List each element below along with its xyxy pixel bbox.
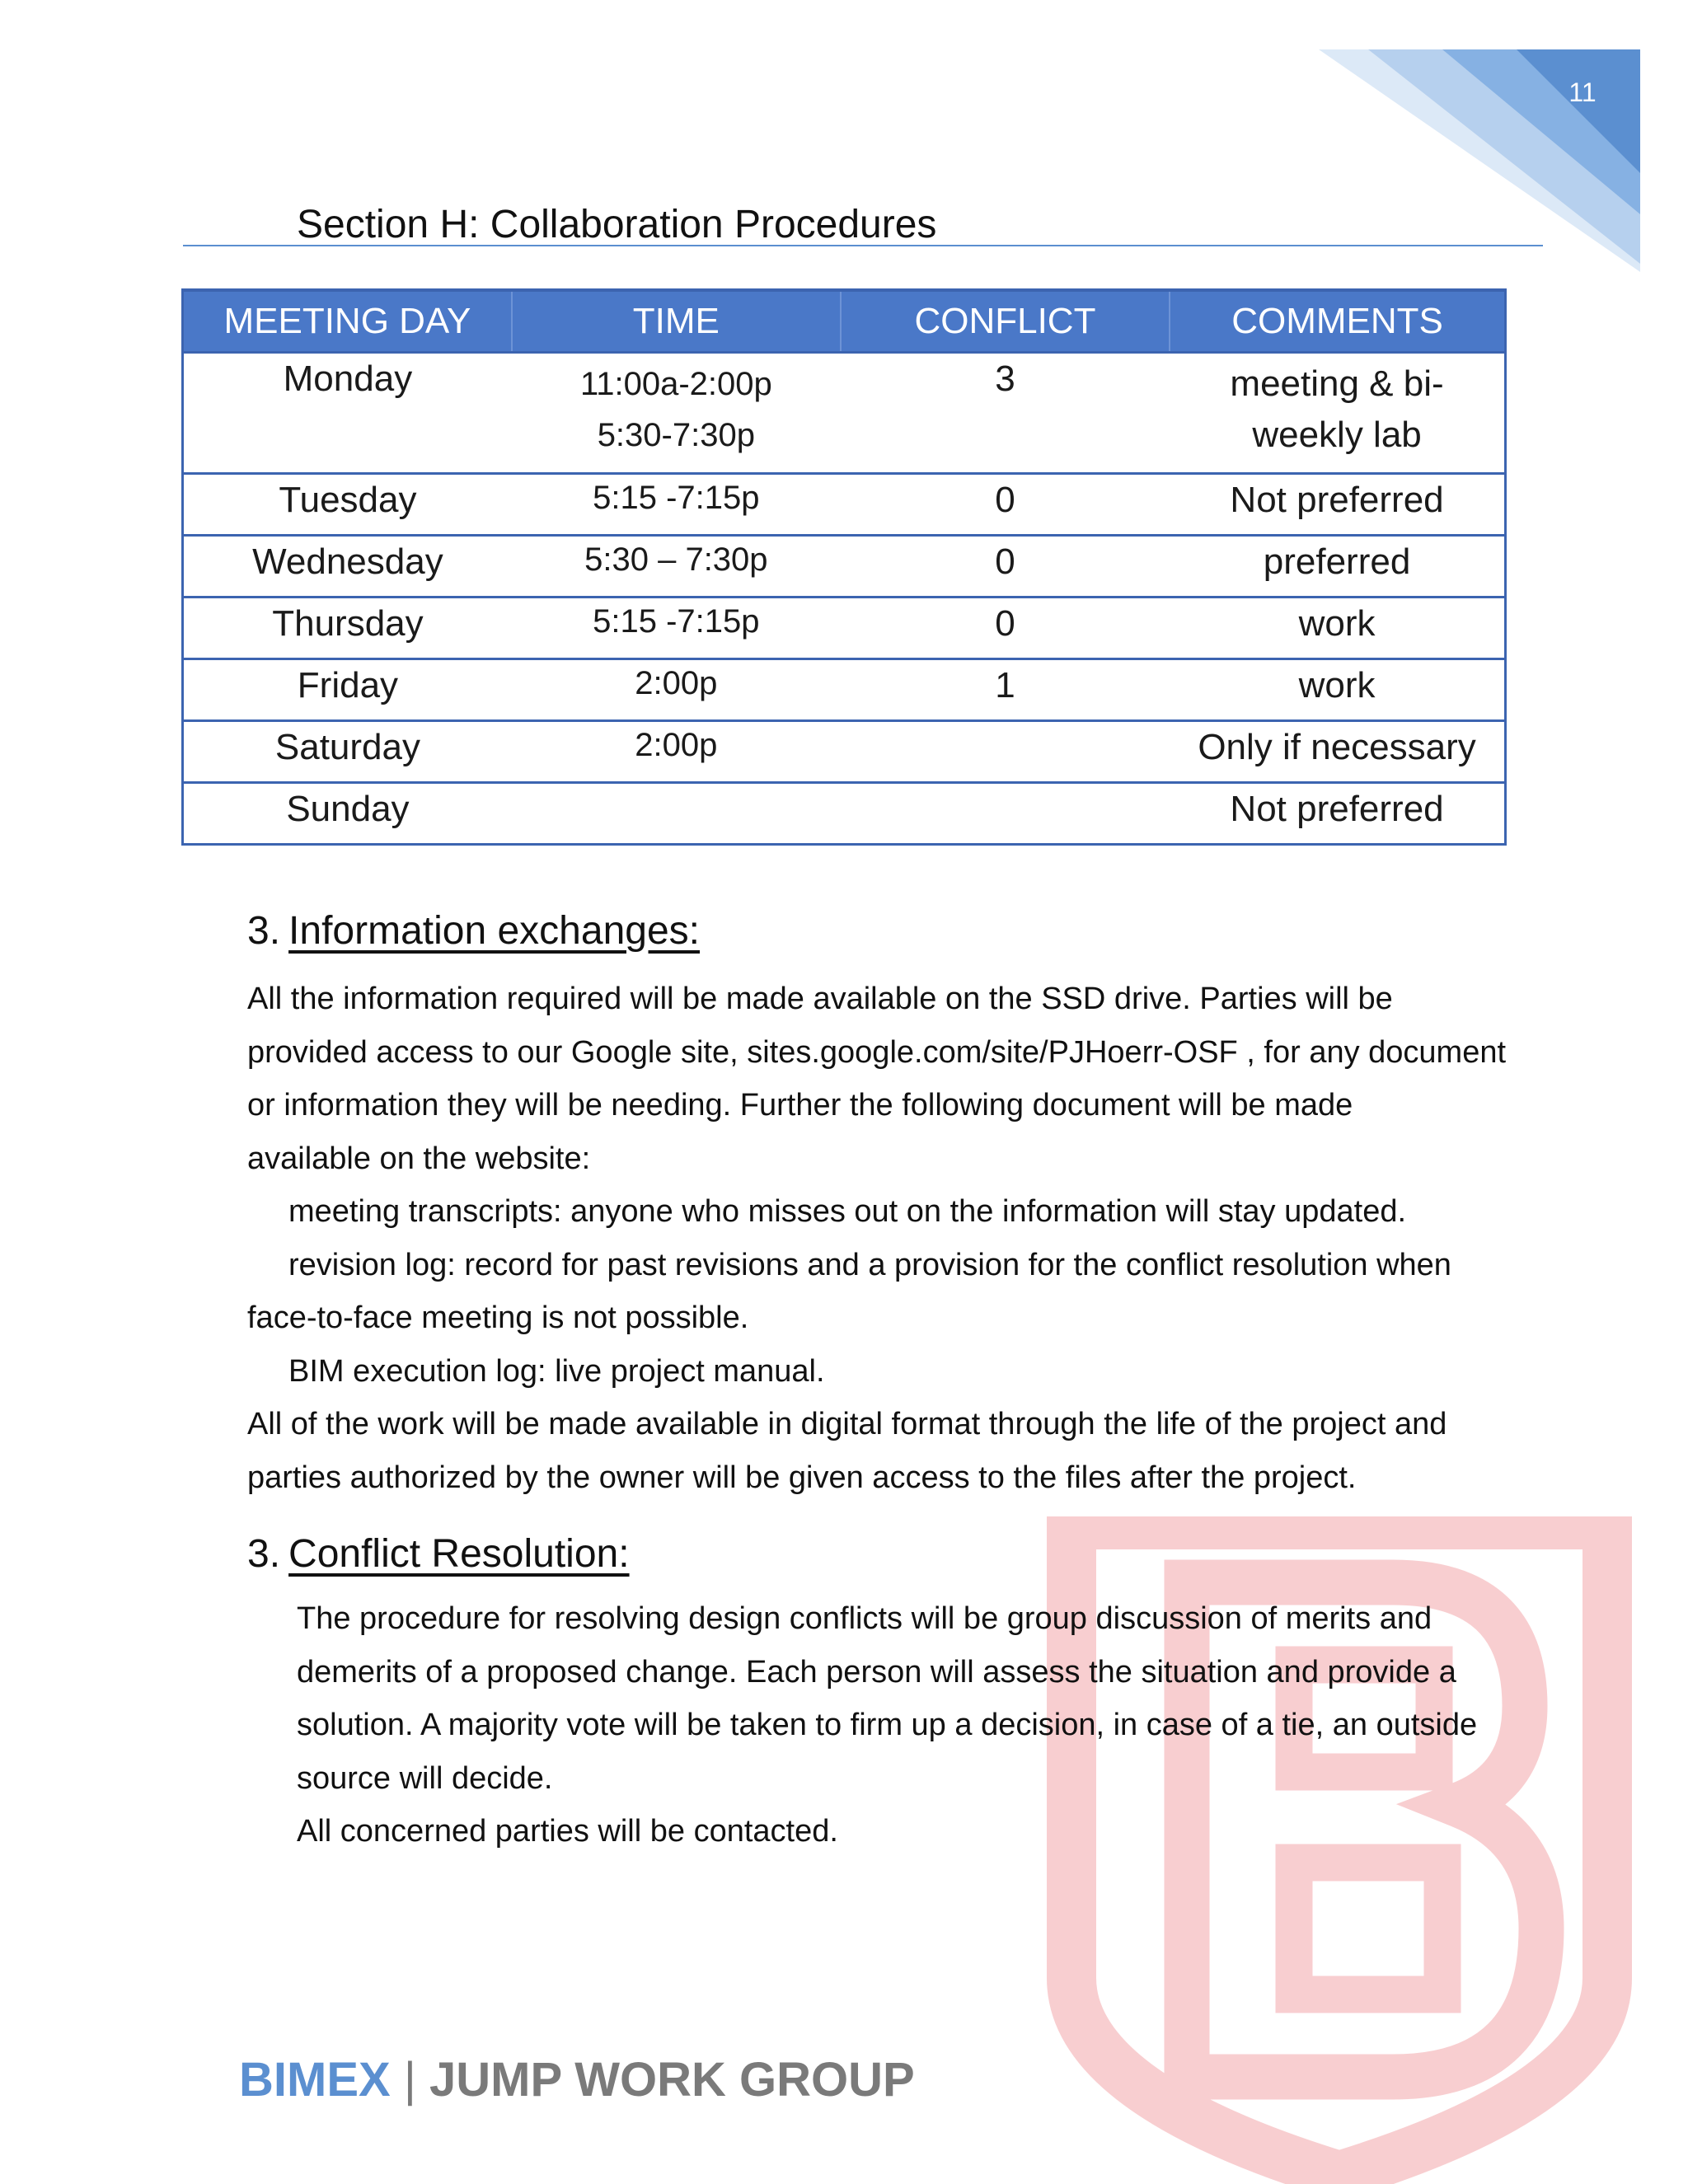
paragraph-line: or information they will be needing. Further the following document will be made: [247, 1088, 1353, 1122]
paragraph-line: All the information required will be made available on the SSD drive. Parties will be: [247, 982, 1393, 1016]
list-item: meeting transcripts: anyone who misses out on the information will stay updated.: [288, 1194, 1407, 1229]
conflict-cell: 3: [841, 353, 1170, 474]
comment-cell: preferred: [1170, 536, 1505, 598]
comment-cell: work: [1170, 659, 1505, 721]
time-cell: 5:30 – 7:30p: [512, 536, 841, 598]
info-exchange-heading: [247, 908, 700, 954]
heading-text: Information exchanges:: [288, 909, 700, 953]
table-row: [183, 598, 1506, 659]
comment-cell: Not preferred: [1170, 474, 1505, 536]
day-cell: Wednesday: [183, 536, 512, 598]
day-cell: Monday: [183, 353, 512, 474]
time-cell: [512, 353, 841, 474]
time-line: 5:30-7:30p: [597, 417, 755, 453]
time-cell: 2:00p: [512, 721, 841, 783]
time-cell: 5:15 -7:15p: [512, 598, 841, 659]
day-cell: Tuesday: [183, 474, 512, 536]
conflict-resolution-body: [297, 1592, 1533, 1858]
table-row: [183, 536, 1506, 598]
day-cell: Friday: [183, 659, 512, 721]
header-meeting-day: MEETING DAY: [183, 290, 512, 353]
table-row: [183, 721, 1506, 783]
paragraph-line: All of the work will be made available in digital format through the life of the project and: [247, 1407, 1447, 1441]
time-cell: 2:00p: [512, 659, 841, 721]
section-title: Section H: Collaboration Procedures: [297, 203, 937, 246]
paragraph-line: The procedure for resolving design conflicts will be group discussion of merits and: [297, 1601, 1432, 1636]
paragraph-line: demerits of a proposed change. Each person will assess the situation and provide a: [297, 1654, 1456, 1690]
conflict-cell: [841, 783, 1170, 845]
comment-cell: [1170, 353, 1505, 474]
time-line: 11:00a-2:00p: [579, 366, 772, 402]
comment-line: weekly lab: [1252, 415, 1422, 455]
time-cell: [512, 783, 841, 845]
header-time: TIME: [512, 290, 841, 353]
conflict-cell: 0: [841, 536, 1170, 598]
conflict-cell: 1: [841, 659, 1170, 721]
list-item: BIM execution log: live project manual.: [288, 1353, 825, 1389]
paragraph-line: All concerned parties will be contacted.: [297, 1814, 838, 1849]
conflict-cell: 0: [841, 598, 1170, 659]
day-cell: Saturday: [183, 721, 512, 783]
comment-cell: Only if necessary: [1170, 721, 1505, 783]
page-number: 11: [1568, 77, 1597, 107]
table-row: [183, 474, 1506, 536]
section-divider: [183, 245, 1543, 246]
comment-line: meeting & bi-: [1230, 363, 1444, 404]
paragraph-line: solution. A majority vote will be taken to firm up a decision, in case of a tie, an outside: [297, 1708, 1478, 1742]
heading-number: 3.: [247, 909, 281, 953]
footer-separator: |: [403, 2053, 416, 2107]
header-comments: COMMENTS: [1170, 290, 1505, 353]
footer-group: JUMP WORK GROUP: [429, 2053, 915, 2107]
paragraph-line: available on the website:: [247, 1141, 591, 1176]
info-exchange-body: [247, 972, 1533, 1504]
time-cell: 5:15 -7:15p: [512, 474, 841, 536]
table-header-row: [183, 290, 1506, 353]
heading-text: Conflict Resolution:: [288, 1532, 630, 1576]
heading-number: 3.: [247, 1532, 281, 1576]
paragraph-line: source will decide.: [297, 1760, 553, 1796]
meeting-schedule-table: [181, 288, 1507, 846]
day-cell: Thursday: [183, 598, 512, 659]
footer: [239, 2052, 915, 2107]
paragraph-line: provided access to our Google site, sites.google.com/site/PJHoerr-OSF , for any document: [247, 1034, 1507, 1070]
footer-brand: BIMEX: [239, 2053, 391, 2107]
day-cell: Sunday: [183, 783, 512, 845]
conflict-cell: 0: [841, 474, 1170, 536]
table-row: [183, 659, 1506, 721]
table-row: [183, 783, 1506, 845]
header-conflict: CONFLICT: [841, 290, 1170, 353]
paragraph-line: face-to-face meeting is not possible.: [247, 1301, 749, 1335]
table-row: [183, 353, 1506, 474]
comment-cell: work: [1170, 598, 1505, 659]
comment-cell: Not preferred: [1170, 783, 1505, 845]
paragraph-line: parties authorized by the owner will be given access to the files after the project.: [247, 1460, 1357, 1495]
conflict-cell: [841, 721, 1170, 783]
conflict-resolution-heading: [247, 1531, 630, 1577]
list-item: revision log: record for past revisions and a provision for the conflict resolution when: [288, 1247, 1451, 1282]
